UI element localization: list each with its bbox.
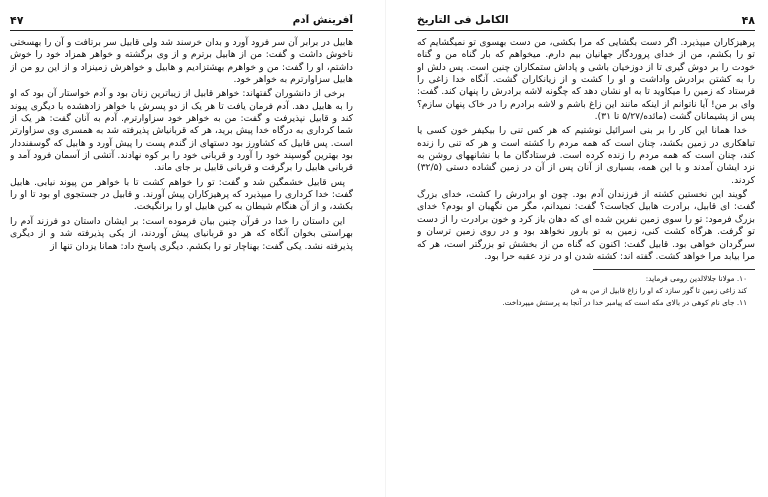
left-page xyxy=(10,14,353,484)
paragraph: این داستان را خدا در قرآن چنین بیان فرموده است: بر ایشان داستان دو فرزند آدم را بهراستی بخوان آنگاه که هر دو قربانیای پیش آوردند، از یکی پذیرفته شد و از دیگری پذیرفته نشد. یکی گفت: بهناچار تو را بکشم. دیگری پاسخ داد: همانا یزدان تنها از xyxy=(10,215,353,252)
page-number: ۴۸ xyxy=(741,14,755,27)
running-title: آفرینش آدم xyxy=(292,14,353,26)
right-page xyxy=(417,14,755,484)
paragraph: پس قابیل خشمگین شد و گفت: تو را خواهم کشت تا با خواهر من پیوند نیابی. هابیل گفت: خدا کرداری را میپذیرد که پرهیزکاران پیش آورند. و قابیل در جستجوی او بود تا او را بکشد، و از آن هنگام شیطان به کین هابیل او را برانگیخت. xyxy=(10,176,353,213)
right-page-body xyxy=(417,37,755,308)
page-gutter xyxy=(385,0,386,497)
paragraph: خدا همانا این کار را بر بنی اسرائیل نوشتیم که هر کس تنی را بیکیفر خون کسی یا تباهکاری در زمین بکشد، چنان است که همه مردم را کشته است و هر که تنی را زنده کند، چنان است که همه مردم را زنده کرده است. فرستادگان ما با نشانههای روشن به نزد ایشان آمدند و با این همه، بسیاری از آنان پس از آن در زمین گشاده دستی (۳۲/۵) کردند. xyxy=(417,125,755,186)
paragraph: هابیل در برابر آن سر فرود آورد و بدان خرسند شد ولی قابیل سر برتافت و آن را بهسختی ناخوش داشت و گفت: من از هابیل برترم و از وی برگشته و خواهر همزاد خود را خوش داشتم، او را گفت: من و خواهرم بهشتزادیم و هابیل و خواهرش زمینزاد و از این رو من از هابیل سزاوارترم به خواهر خود. xyxy=(10,37,353,86)
footnote: کند زاغی زمین تا گور سازد که او را زاغ قابیل از من به فن xyxy=(570,286,747,296)
paragraph: گویند این نخستین کشته از فرزندان آدم بود. چون او برادرش را کشت، خدای بزرگ گفت: ای قابیل، برادرت هابیل کجاست؟ گفت: نمیدانم، مگر من نگهبان او بودم؟ خدای بزرگ فرمود: تو را سوی زمین نفرین شده ای که دهان باز کرد و خون برادرت را از دست تو گرفت. هرگاه کشت کنی، زمین به تو بارور نخواهد بود و در روی زمین ترسان و سرگردان خواهی بود. قابیل گفت: اکنون که گناه من از بخشش تو بزرگتر است، هر که مرا بیابد مرا خواهد کشت. گفته اند: کشته شدن او در نزد عقبه حرا بود. xyxy=(417,189,755,262)
right-page-header xyxy=(417,14,755,31)
page-number: ۴۷ xyxy=(10,14,24,27)
footnote: ۱۰. مولانا جلالالدین رومی فرماید: xyxy=(645,274,747,284)
left-page-header xyxy=(10,14,353,31)
footnote: ۱۱. جای نام کوهی در بالای مکه است که پیامبر خدا در آنجا به پرستش میپرداخت. xyxy=(502,298,747,308)
running-title: الکامل فی التاریخ xyxy=(417,14,509,26)
paragraph: پرهیزکاران میپذیرد. اگر دست بگشایی که مرا بکشی، من دست بهسوی تو نمیگشایم که تو را بکشم، من از خدای پروردگار جهانیان بیم دارم. میخواهم که بار گناه من و گناه خودت را بر دوش گیری تا از دوزخیان باشی و پاداش ستمکاران چنین است. پس دلش او را به کشتن برادرش واداشت و او را کشت و از زیانکاران گشت. آنگاه خدا زاغی را فرستاد که زمین را میکاوید تا به او نشان دهد که چگونه لاشه برادرش را پنهان کند. گفت: وای بر من! آیا ناتوانم از اینکه مانند این زاغ باشم و لاشه برادرم را در خاک پنهان سازم؟ پس از پشیمانان گشت (مائده/۵/۲۷ تا ۳۱). xyxy=(417,37,755,123)
paragraph: برخی از دانشوران گفتهاند: خواهر قابیل از زیباترین زنان بود و آدم خواستار آن بود که او را به هابیل دهد. آدم فرمان یافت تا هر یک از دو پسرش با خواهر زادهشده با دیگری پیوند کند و قابیل نپذیرفت و گفت: من به خواهر خود سزاوارترم. آدم به آنان گفت: هر یک از شما کرداری به درگاه خدا پیش برید، هر که قربانیاش پذیرفته شد به همسری وی سزاوارتر است. پس قابیل که کشاورز بود دستهای از گندم پست را پیش آورد و هابیل که گوسفنددار بود بهترین گوسپند خود را آورد و قربانی خود را بر کوه نهادند. آتشی از آسمان فرود آمد و قربانی هابیل را برگرفت و قربانی قابیل بر جای ماند. xyxy=(10,88,353,174)
left-page-body xyxy=(10,37,353,253)
footnote-divider xyxy=(593,269,755,270)
